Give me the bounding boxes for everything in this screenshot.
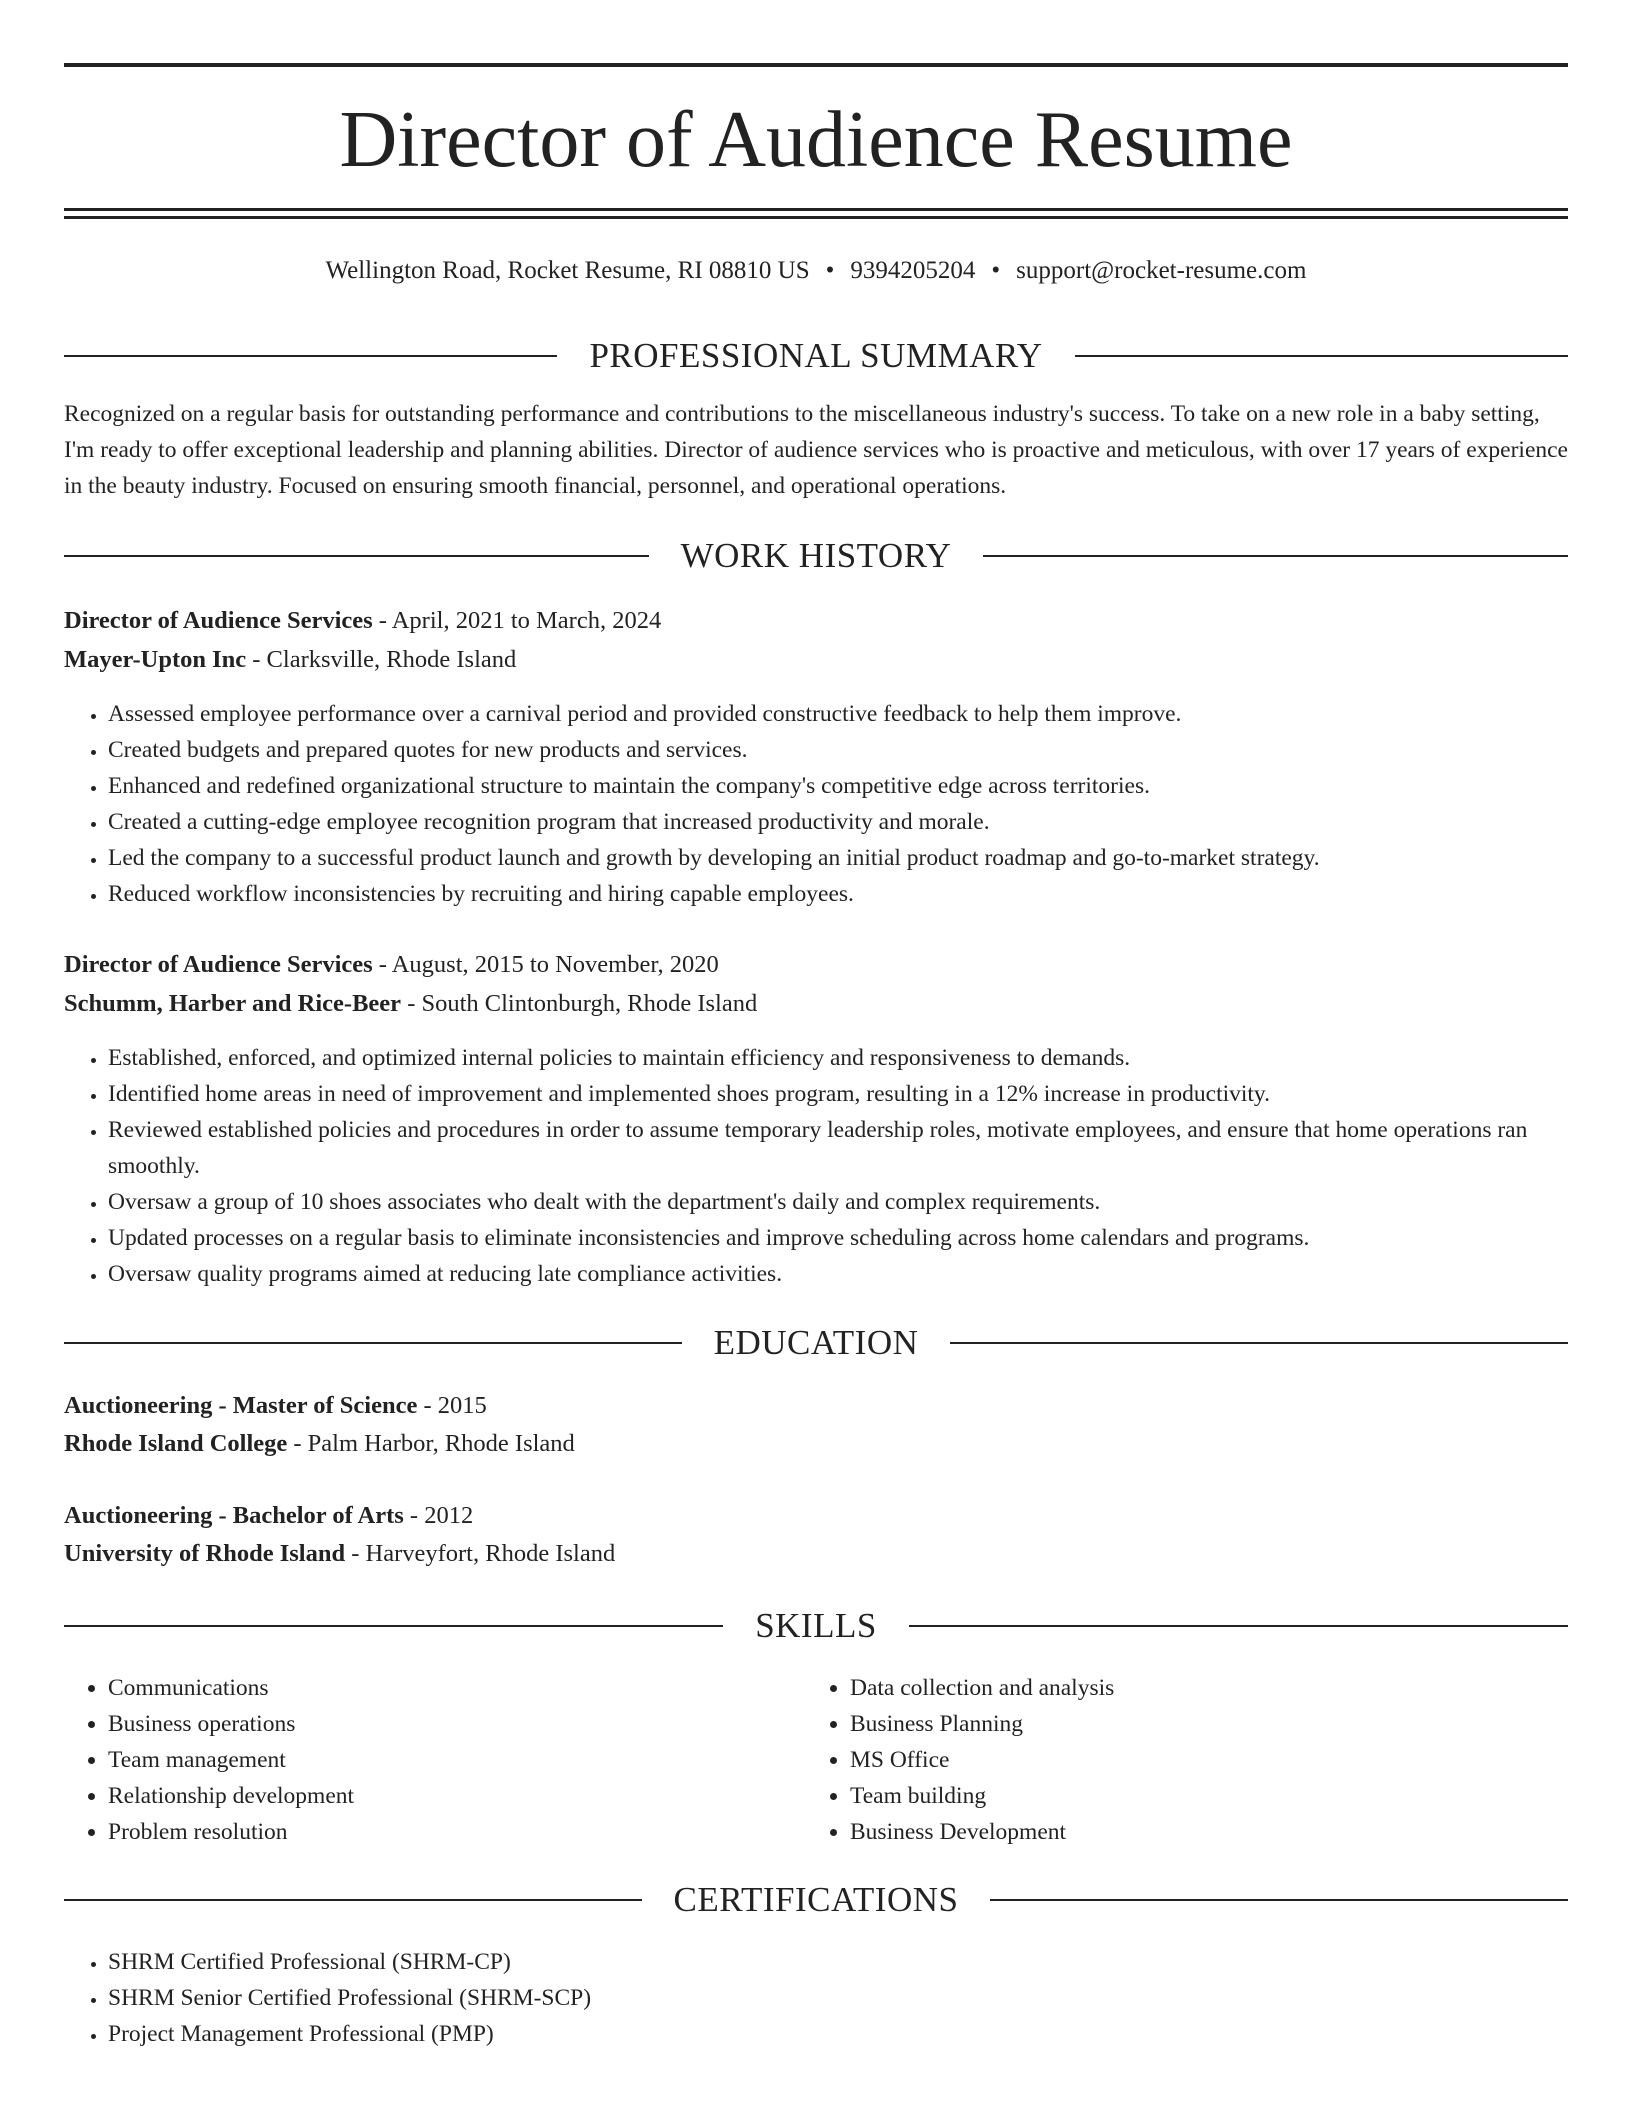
job-company: Schumm, Harber and Rice-Beer [64,990,402,1017]
education-degree-line [64,1388,1568,1424]
job-company: Mayer-Upton Inc [64,646,247,673]
divider [64,1625,723,1627]
list-item: • Identified home areas in need of improvement and implemented shoes program, resulting in a 12% increase in productivity. [108,1076,1612,1112]
list-item: • Relationship development [108,1778,808,1814]
divider [64,1899,642,1901]
job-title: Director of Audience Services [64,951,373,978]
contact-email: support@rocket-resume.com [1016,257,1307,284]
education-location: - Harveyfort, Rhode Island [345,1540,616,1567]
list-item: • Oversaw quality programs aimed at reducing late compliance activities. [108,1256,1612,1292]
divider [64,355,557,357]
list-item: • Assessed employee performance over a carnival period and provided constructive feedback to help them improve. [108,696,1612,732]
education-degree: Auctioneering - Master of Science [64,1392,418,1419]
job-dates: - August, 2015 to November, 2020 [372,951,719,978]
section-title: EDUCATION [713,1323,919,1362]
list-item: • Reviewed established policies and procedures in order to assume temporary leadership roles, motivate employees, and ensure that home operations ran smoothly. [108,1112,1612,1184]
list-item: • Reduced workflow inconsistencies by recruiting and hiring capable employees. [108,876,1612,912]
list-item: • Updated processes on a regular basis to eliminate inconsistencies and improve scheduling across home calendars and programs. [108,1220,1612,1256]
job-title-line [64,947,1568,983]
section-title: PROFESSIONAL SUMMARY [589,336,1043,375]
section-title: WORK HISTORY [680,536,952,575]
education-school-line [64,1426,1568,1462]
certifications-list [64,1944,1612,2052]
job-title-line [64,603,1568,639]
section-header-summary [64,334,1568,378]
education-degree: Auctioneering - Bachelor of Arts [64,1502,404,1529]
job-title: Director of Audience Services [64,607,373,634]
top-rule [64,63,1568,67]
education-school-line [64,1536,1568,1572]
list-item: • MS Office [850,1742,1550,1778]
divider [950,1342,1568,1344]
list-item: • Led the company to a successful product launch and growth by developing an initial product roadmap and go-to-market strategy. [108,840,1612,876]
skills-list-right [806,1670,1550,1850]
section-header-certifications [64,1878,1568,1922]
list-item: • Communications [108,1670,808,1706]
list-item: • Created budgets and prepared quotes for new products and services. [108,732,1612,768]
skills-list-left [64,1670,808,1850]
list-item: • Data collection and analysis [850,1670,1550,1706]
education-year: - 2015 [417,1392,487,1419]
contact-address: Wellington Road, Rocket Resume, RI 08810 US [325,257,810,284]
list-item: • SHRM Certified Professional (SHRM-CP) [108,1944,1612,1980]
section-title: SKILLS [755,1606,877,1645]
list-item: • Created a cutting-edge employee recognition program that increased productivity and morale. [108,804,1612,840]
contact-separator: • [991,257,1001,284]
job-company-line [64,642,1568,678]
summary-text: Recognized on a regular basis for outstanding performance and contributions to the miscellaneous industry's success. To take on a new role in a baby setting, I'm ready to offer exceptional leadership and planning abilities. Director of audience services who is proactive and meticulous, with over 17 years of experience in the beauty industry. Focused on ensuring smooth financial, personnel, and operational operations. [64,401,1568,499]
list-item: • Problem resolution [108,1814,808,1850]
section-title: CERTIFICATIONS [673,1880,959,1919]
list-item: • Established, enforced, and optimized internal policies to maintain efficiency and responsiveness to demands. [108,1040,1612,1076]
list-item: • Enhanced and redefined organizational structure to maintain the company's competitive edge across territories. [108,768,1612,804]
job-location: - South Clintonburgh, Rhode Island [401,990,758,1017]
divider [1075,355,1568,357]
list-item: • Team building [850,1778,1550,1814]
list-item: • Oversaw a group of 10 shoes associates who dealt with the department's daily and complex requirements. [108,1184,1612,1220]
divider [909,1625,1568,1627]
divider [64,555,649,557]
page-title: Director of Audience Resume [339,96,1293,184]
job-bullets [64,1040,1612,1292]
education-degree-line [64,1498,1568,1534]
title-rule-lower [64,216,1568,219]
contact-phone: 9394205204 [850,257,976,284]
list-item: • Business Planning [850,1706,1550,1742]
list-item: • SHRM Senior Certified Professional (SHRM-SCP) [108,1980,1612,2016]
list-item: • Team management [108,1742,808,1778]
section-header-skills [64,1604,1568,1648]
divider [983,555,1568,557]
job-location: - Clarksville, Rhode Island [246,646,517,673]
job-company-line [64,986,1568,1022]
education-location: - Palm Harbor, Rhode Island [287,1430,575,1457]
job-bullets [64,696,1612,912]
divider [990,1899,1568,1901]
contact-line [64,254,1568,288]
education-school: University of Rhode Island [64,1540,346,1567]
section-header-work-history [64,534,1568,578]
divider [64,1342,682,1344]
contact-separator: • [825,257,835,284]
education-year: - 2012 [403,1502,474,1529]
list-item: • Business Development [850,1814,1550,1850]
section-header-education [64,1321,1568,1365]
education-school: Rhode Island College [64,1430,288,1457]
title-rule-upper [64,208,1568,211]
list-item: • Business operations [108,1706,808,1742]
list-item: • Project Management Professional (PMP) [108,2016,1612,2052]
job-dates: - April, 2021 to March, 2024 [372,607,662,634]
